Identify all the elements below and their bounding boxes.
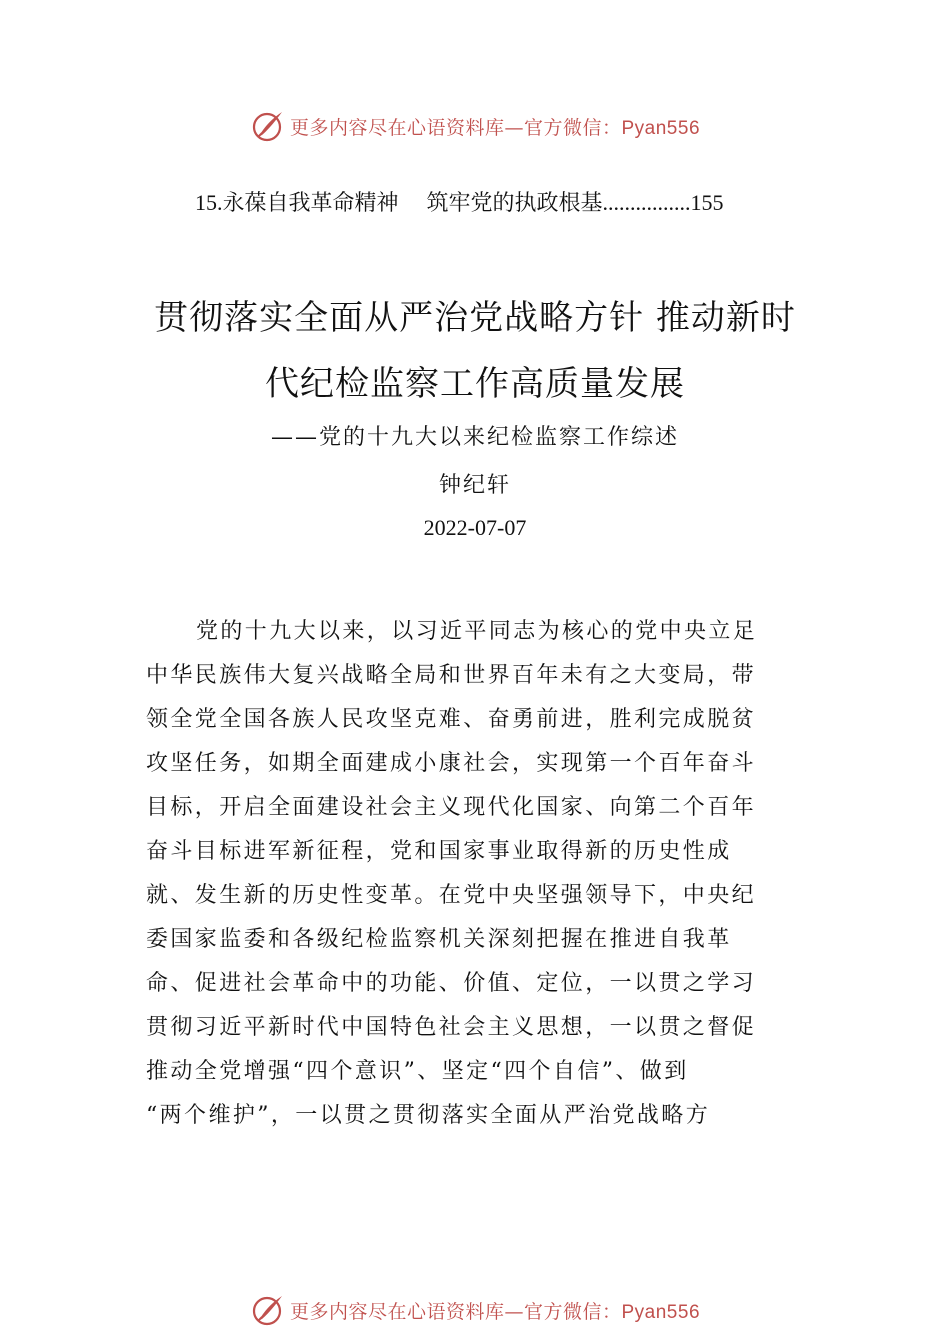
wechat-id: Pyan556 (621, 117, 701, 139)
watermark-text: 更多内容尽在心语资料库—官方微信：Pyan556 (289, 116, 701, 139)
body-line: 领全党全国各族人民攻坚克难、奋勇前进，胜利完成脱贫 (146, 707, 757, 732)
article-subtitle: ——党的十九大以来纪检监察工作综述 (270, 425, 679, 450)
toc-title-b: 筑牢党的执政根基 (426, 191, 603, 216)
toc-dots: ................ (602, 190, 691, 215)
article-title-line-2: 代纪检监察工作高质量发展 (265, 364, 685, 404)
body-line: 推动全党增强“四个意识”、坚定“四个自信”、做到 (146, 1059, 689, 1084)
quill-logo-icon (250, 1292, 286, 1328)
article-body (146, 610, 786, 1138)
body-line: 目标，开启全面建设社会主义现代化国家、向第二个百年 (146, 795, 757, 820)
body-line: 攻坚任务，如期全面建成小康社会，实现第一个百年奋斗 (146, 751, 757, 776)
watermark-banner-bottom (0, 1290, 950, 1330)
toc-page-number: 155 (690, 190, 724, 215)
watermark-banner-top (0, 106, 950, 146)
wechat-id: Pyan556 (621, 1301, 701, 1323)
body-line: 党的十九大以来，以习近平同志为核心的党中央立足 (196, 619, 758, 644)
body-line: 中华民族伟大复兴战略全局和世界百年未有之大变局，带 (146, 663, 757, 688)
toc-title-a: 永葆自我革命精神 (222, 191, 399, 216)
toc-entry (195, 186, 815, 217)
body-line: 贯彻习近平新时代中国特色社会主义思想，一以贯之督促 (146, 1015, 757, 1040)
toc-number: 15. (195, 190, 223, 215)
body-line: 命、促进社会革命中的功能、价值、定位，一以贯之学习 (146, 971, 757, 996)
article-date: 2022-07-07 (423, 515, 527, 540)
quill-logo-icon (250, 108, 286, 144)
body-line: 奋斗目标进军新征程，党和国家事业取得新的历史性成 (146, 839, 732, 864)
watermark-text: 更多内容尽在心语资料库—官方微信：Pyan556 (289, 1300, 701, 1323)
body-line: 委国家监委和各级纪检监察机关深刻把握在推进自我革 (146, 927, 732, 952)
body-line: “两个维护”，一以贯之贯彻落实全面从严治党战略方 (146, 1103, 711, 1128)
article-title-line-1: 贯彻落实全面从严治党战略方针 推动新时 (154, 298, 796, 338)
article-author: 钟纪轩 (438, 473, 511, 498)
body-line: 就、发生新的历史性变革。在党中央坚强领导下，中央纪 (146, 883, 757, 908)
